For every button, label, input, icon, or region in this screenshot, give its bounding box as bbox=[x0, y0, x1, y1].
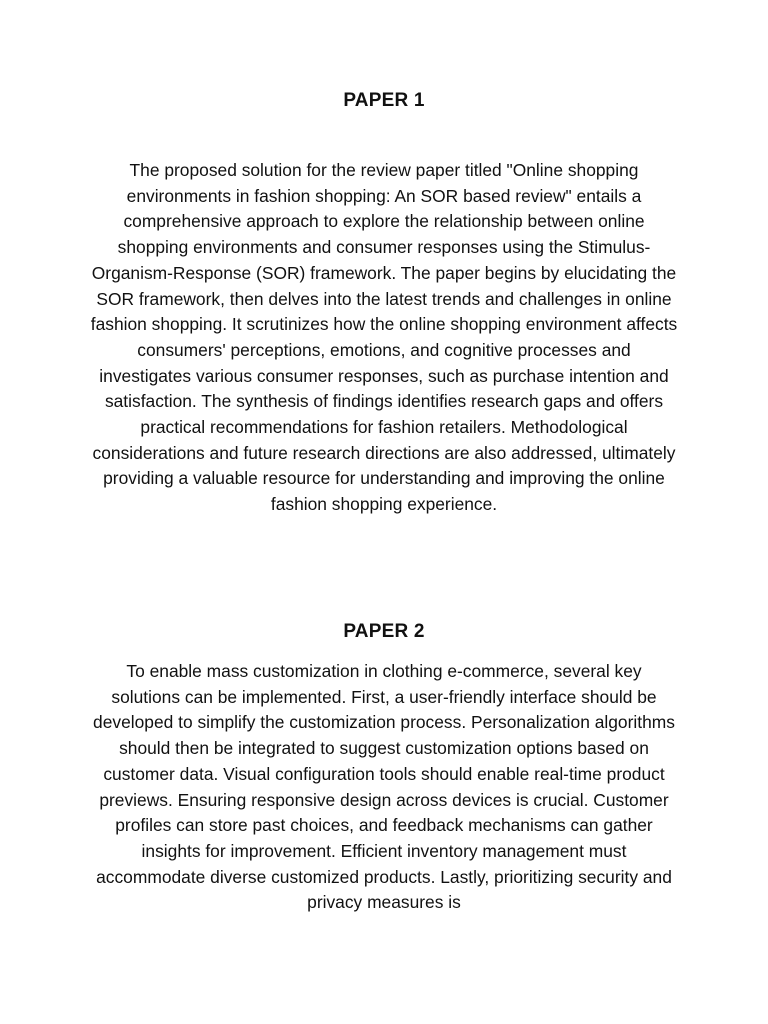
section-body-paper-1: The proposed solution for the review paper titled "Online shopping environments in fashion shopping: An SOR based review" entails a comprehensive approach to explore the relationship between online shopping environments and consumer responses using the Stimulus-Organism-Response (SOR) framework. The paper begins by elucidating the SOR framework, then delves into the latest trends and challenges in online fashion shopping. It scrutinizes how the online shopping environment affects consumers' perceptions, emotions, and cognitive processes and investigates various consumer responses, such as purchase intention and satisfaction. The synthesis of findings identifies research gaps and offers practical recommendations for fashion retailers. Methodological considerations and future research directions are also addressed, ultimately providing a valuable resource for understanding and improving the online fashion shopping experience. bbox=[90, 160, 678, 515]
section-heading-paper-2: PAPER 2 bbox=[343, 621, 425, 642]
section-heading-paper-1: PAPER 1 bbox=[343, 90, 425, 111]
section-body-paper-2: To enable mass customization in clothing e-commerce, several key solutions can be implemented. First, a user-friendly interface should be developed to simplify the customization process. Personalization algorithms should then be integrated to suggest customization options based on customer data. Visual configuration tools should enable real-time product previews. Ensuring responsive design across devices is crucial. Customer profiles can store past choices, and feedback mechanisms can gather insights for improvement. Efficient inventory management must accommodate diverse customized products. Lastly, prioritizing security and privacy measures is bbox=[93, 661, 675, 913]
